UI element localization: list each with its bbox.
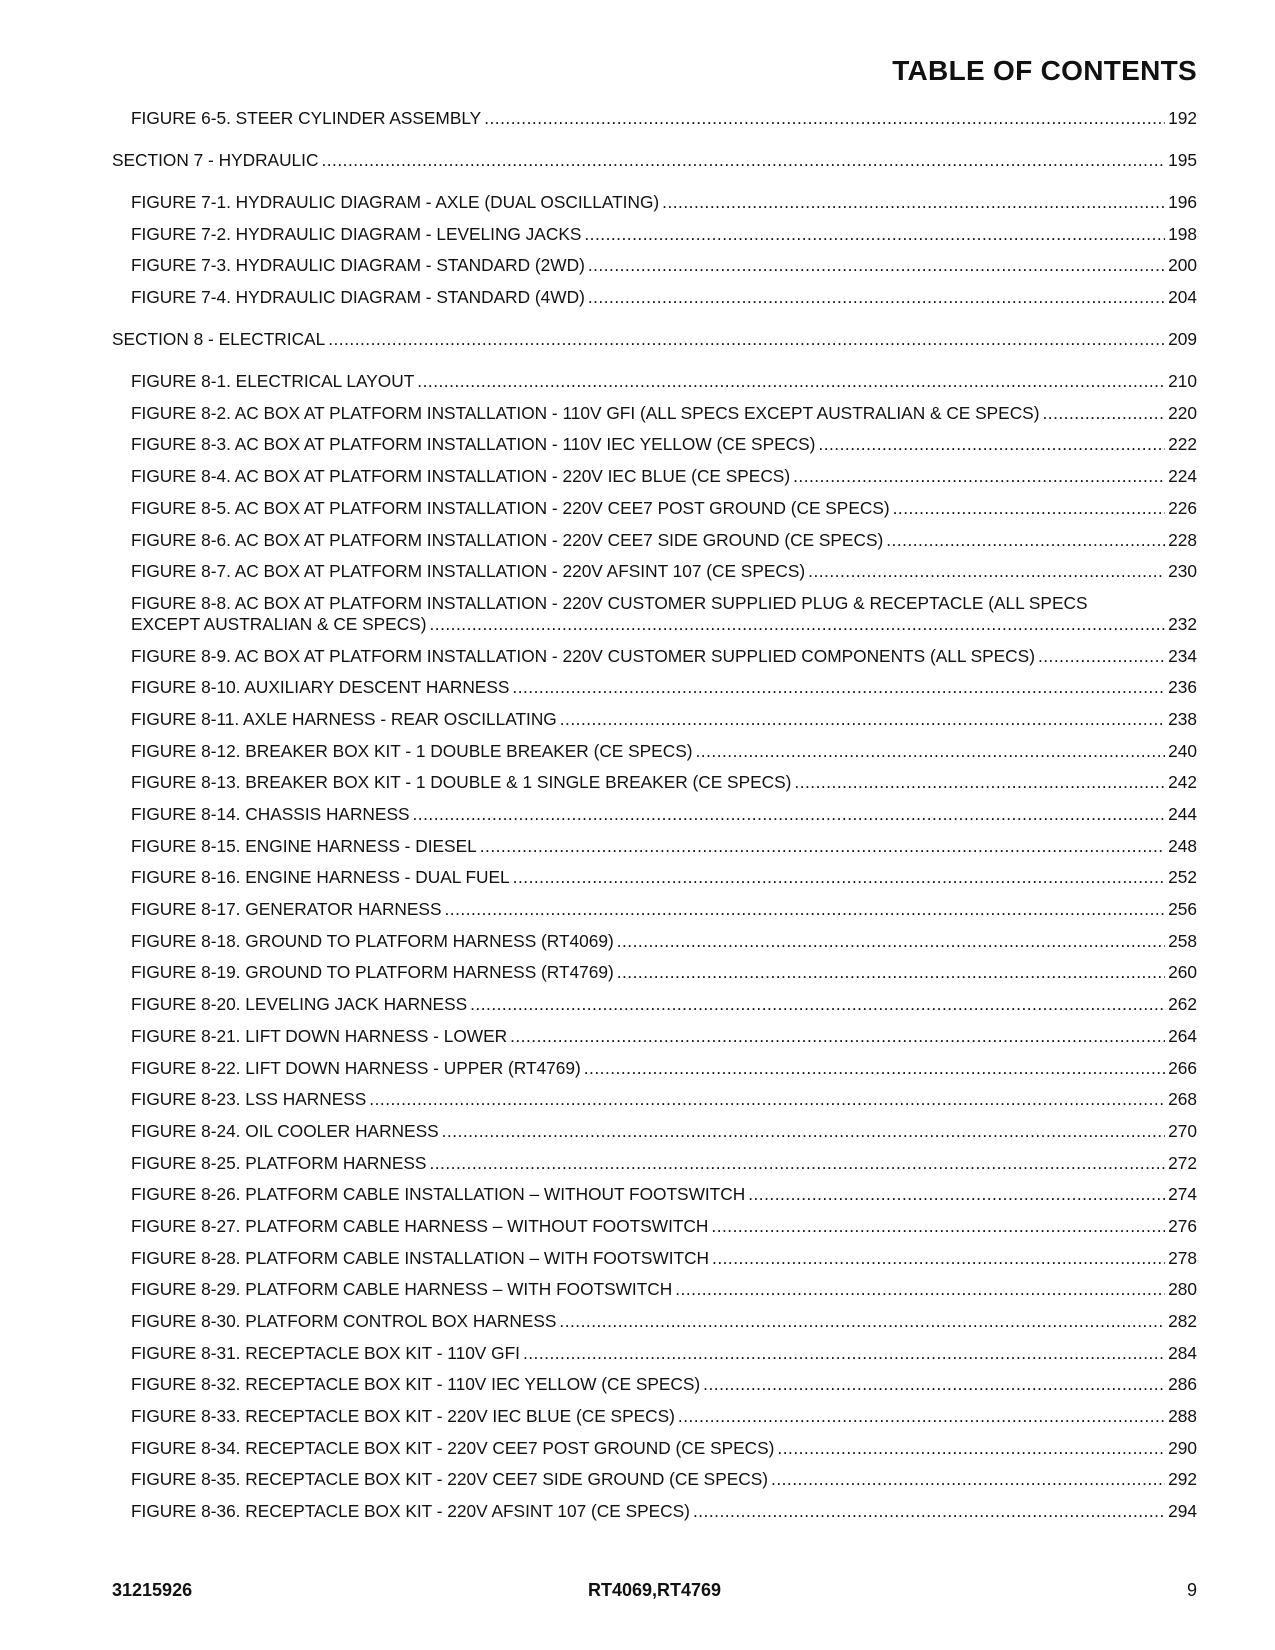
toc-entry-page: 270 xyxy=(1168,1120,1197,1141)
toc-entry[interactable] xyxy=(112,677,1197,698)
toc-entry-label: FIGURE 8-23. LSS HARNESS xyxy=(131,1089,367,1110)
toc-entry-label: FIGURE 6-5. STEER CYLINDER ASSEMBLY xyxy=(131,108,482,128)
toc-entry[interactable] xyxy=(112,593,1197,635)
toc-entry[interactable] xyxy=(112,1121,1197,1142)
toc-entry-page: 280 xyxy=(1168,1279,1197,1300)
toc-entry-page: 222 xyxy=(1168,434,1197,455)
toc-entry[interactable] xyxy=(112,287,1197,308)
toc-entry-label: FIGURE 8-4. AC BOX AT PLATFORM INSTALLATION - 220V IEC BLUE (CE SPECS) xyxy=(131,466,791,487)
dot-leader xyxy=(711,1216,1165,1237)
toc-entry-page: 262 xyxy=(1168,994,1197,1015)
toc-entry[interactable] xyxy=(112,371,1197,392)
toc-entry-label: FIGURE 8-25. PLATFORM HARNESS xyxy=(131,1152,427,1173)
toc-entry-page: 220 xyxy=(1168,402,1197,423)
toc-entry-label: FIGURE 8-16. ENGINE HARNESS - DUAL FUEL xyxy=(131,867,510,888)
dot-leader xyxy=(693,1501,1165,1522)
toc-entry[interactable] xyxy=(112,1406,1197,1427)
toc-entry-label: FIGURE 8-13. BREAKER BOX KIT - 1 DOUBLE & 1 SINGLE BREAKER (CE SPECS) xyxy=(131,772,792,793)
toc-entry[interactable] xyxy=(112,403,1197,424)
toc-entry-page: 226 xyxy=(1168,497,1197,518)
dot-leader xyxy=(584,224,1165,245)
dot-leader xyxy=(510,1026,1165,1047)
toc-entry[interactable] xyxy=(112,1438,1197,1459)
toc-entry[interactable] xyxy=(112,1501,1197,1522)
dot-leader xyxy=(429,614,1165,635)
toc-entry-label: FIGURE 8-7. AC BOX AT PLATFORM INSTALLATION - 220V AFSINT 107 (CE SPECS) xyxy=(131,561,806,582)
dot-leader xyxy=(588,287,1165,308)
dot-leader xyxy=(678,1406,1165,1427)
toc-entry-label: FIGURE 7-2. HYDRAULIC DIAGRAM - LEVELING JACKS xyxy=(131,223,582,244)
toc-entry-label: FIGURE 8-19. GROUND TO PLATFORM HARNESS (RT4769) xyxy=(131,962,614,983)
dot-leader xyxy=(560,709,1165,730)
toc-entry[interactable] xyxy=(112,867,1197,888)
dot-leader xyxy=(321,150,1165,171)
toc-entry[interactable] xyxy=(112,804,1197,825)
toc-entry-page: 234 xyxy=(1168,645,1197,666)
toc-entry[interactable] xyxy=(112,836,1197,857)
dot-leader xyxy=(484,108,1165,129)
dot-leader xyxy=(662,192,1165,213)
toc-entry[interactable] xyxy=(112,1374,1197,1395)
toc-entry-label: FIGURE 8-27. PLATFORM CABLE HARNESS – WITHOUT FOOTSWITCH xyxy=(131,1215,709,1236)
toc-entry-label: FIGURE 8-18. GROUND TO PLATFORM HARNESS (RT4069) xyxy=(131,930,614,951)
toc-entry-page: 258 xyxy=(1168,930,1197,951)
toc-entry[interactable] xyxy=(112,192,1197,213)
toc-entry-label: FIGURE 7-4. HYDRAULIC DIAGRAM - STANDARD (4WD) xyxy=(131,287,585,308)
toc-entry-label: FIGURE 8-9. AC BOX AT PLATFORM INSTALLATION - 220V CUSTOMER SUPPLIED COMPONENTS (ALL SPECS) xyxy=(131,645,1035,666)
toc-entry-page: 276 xyxy=(1168,1215,1197,1236)
dot-leader xyxy=(480,836,1165,857)
toc-entry[interactable] xyxy=(112,466,1197,487)
toc-entry[interactable] xyxy=(112,1184,1197,1205)
toc-entry-page: 242 xyxy=(1168,772,1197,793)
document-number: 31215926 xyxy=(112,1580,193,1600)
toc-entry-page: 248 xyxy=(1168,835,1197,856)
toc-entry-page: 236 xyxy=(1168,677,1197,698)
toc-entry-page: 282 xyxy=(1168,1311,1197,1331)
toc-entry[interactable] xyxy=(112,255,1197,276)
toc-entry-page: 268 xyxy=(1168,1089,1197,1110)
toc-entry-label: FIGURE 8-6. AC BOX AT PLATFORM INSTALLATION - 220V CEE7 SIDE GROUND (CE SPECS) xyxy=(131,529,884,550)
toc-entry[interactable] xyxy=(112,1279,1197,1300)
toc-entry-page: 288 xyxy=(1168,1406,1197,1427)
toc-entry[interactable] xyxy=(112,962,1197,983)
toc-entry[interactable] xyxy=(112,1153,1197,1174)
toc-entry-page: 195 xyxy=(1168,150,1197,170)
toc-entry[interactable] xyxy=(112,646,1197,667)
toc-entry[interactable] xyxy=(112,1026,1197,1047)
page-number: 9 xyxy=(1186,1580,1197,1600)
toc-entry[interactable] xyxy=(112,931,1197,952)
toc-entry-page: 252 xyxy=(1168,867,1197,888)
toc-entry[interactable] xyxy=(112,1469,1197,1490)
toc-entry-label: FIGURE 8-22. LIFT DOWN HARNESS - UPPER (RT4769) xyxy=(131,1057,581,1078)
toc-entry-label: FIGURE 8-8. AC BOX AT PLATFORM INSTALLATION - 220V CUSTOMER SUPPLIED PLUG & RECEPTACLE (ALL SPECS xyxy=(131,592,1088,613)
dot-leader xyxy=(748,1184,1165,1205)
toc-entry-page: 224 xyxy=(1168,466,1197,487)
dot-leader xyxy=(893,498,1166,519)
toc-entry-label: FIGURE 8-35. RECEPTACLE BOX KIT - 220V CEE7 SIDE GROUND (CE SPECS) xyxy=(131,1469,769,1490)
toc-entry-label: FIGURE 8-32. RECEPTACLE BOX KIT - 110V IEC YELLOW (CE SPECS) xyxy=(131,1374,701,1395)
toc-entry-label: FIGURE 8-34. RECEPTACLE BOX KIT - 220V CEE7 POST GROUND (CE SPECS) xyxy=(131,1437,775,1458)
toc-entry-label: FIGURE 8-29. PLATFORM CABLE HARNESS – WITH FOOTSWITCH xyxy=(131,1279,673,1300)
toc-entry[interactable] xyxy=(112,741,1197,762)
toc-entry-label: FIGURE 8-21. LIFT DOWN HARNESS - LOWER xyxy=(131,1025,508,1046)
page-title: TABLE OF CONTENTS xyxy=(892,55,1197,86)
dot-leader xyxy=(584,1058,1165,1079)
toc-entry[interactable] xyxy=(112,434,1197,455)
toc-entry-page: 244 xyxy=(1168,804,1197,824)
dot-leader xyxy=(617,962,1165,983)
toc-entry[interactable] xyxy=(112,224,1197,245)
toc-entry-label: FIGURE 7-3. HYDRAULIC DIAGRAM - STANDARD (2WD) xyxy=(131,255,585,276)
toc-entry-label: FIGURE 8-24. OIL COOLER HARNESS xyxy=(131,1120,439,1141)
toc-entry-page: 290 xyxy=(1168,1437,1197,1458)
dot-leader xyxy=(413,804,1166,825)
toc-entry-page: 198 xyxy=(1168,223,1197,244)
toc-entry[interactable] xyxy=(112,772,1197,793)
toc-entry[interactable] xyxy=(112,530,1197,551)
dot-leader xyxy=(675,1279,1165,1300)
dot-leader xyxy=(523,1343,1165,1364)
toc-entry-label: FIGURE 8-28. PLATFORM CABLE INSTALLATION – WITH FOOTSWITCH xyxy=(131,1247,710,1268)
toc-entry-label: FIGURE 8-20. LEVELING JACK HARNESS xyxy=(131,994,468,1015)
toc-section-entry[interactable] xyxy=(112,150,1197,171)
dot-leader xyxy=(513,867,1165,888)
toc-entry-label: FIGURE 8-15. ENGINE HARNESS - DIESEL xyxy=(131,835,477,856)
toc-entry[interactable] xyxy=(112,899,1197,920)
toc-entry-page: 232 xyxy=(1168,613,1197,634)
dot-leader xyxy=(588,255,1165,276)
toc-entry-page: 272 xyxy=(1168,1152,1197,1173)
dot-leader xyxy=(771,1469,1165,1490)
dot-leader xyxy=(793,466,1165,487)
dot-leader xyxy=(442,1121,1166,1142)
dot-leader xyxy=(429,1153,1165,1174)
toc-entry-page: 256 xyxy=(1168,899,1197,920)
toc-entry[interactable] xyxy=(112,1216,1197,1237)
toc-entry-page: 209 xyxy=(1168,329,1197,350)
toc-entry[interactable] xyxy=(112,709,1197,730)
toc-entry-label: FIGURE 8-11. AXLE HARNESS - REAR OSCILLATING xyxy=(131,708,557,729)
toc-entry-page: 264 xyxy=(1168,1025,1197,1046)
toc-entry-page: 228 xyxy=(1168,529,1197,550)
dot-leader xyxy=(703,1374,1165,1395)
toc-entry-page: 266 xyxy=(1168,1057,1197,1078)
toc-entry-page: 204 xyxy=(1168,287,1197,308)
toc-entry-label: FIGURE 8-17. GENERATOR HARNESS xyxy=(131,899,442,920)
toc-entry-page: 278 xyxy=(1168,1247,1197,1268)
toc-list xyxy=(112,108,1197,1533)
dot-leader xyxy=(777,1438,1165,1459)
toc-entry-label-continued: EXCEPT AUSTRALIAN & CE SPECS) xyxy=(131,613,427,634)
dot-leader xyxy=(417,371,1165,392)
toc-entry-page: 240 xyxy=(1168,740,1197,761)
dot-leader xyxy=(445,899,1166,920)
toc-entry-page: 284 xyxy=(1168,1342,1197,1363)
dot-leader xyxy=(369,1089,1165,1110)
toc-section-entry[interactable] xyxy=(112,329,1197,350)
toc-entry-label: FIGURE 8-5. AC BOX AT PLATFORM INSTALLATION - 220V CEE7 POST GROUND (CE SPECS) xyxy=(131,497,890,518)
toc-entry-page: 230 xyxy=(1168,561,1197,582)
page-footer xyxy=(112,1580,1197,1604)
toc-entry-label: FIGURE 8-33. RECEPTACLE BOX KIT - 220V IEC BLUE (CE SPECS) xyxy=(131,1406,675,1427)
dot-leader xyxy=(559,1311,1165,1332)
dot-leader xyxy=(712,1248,1165,1269)
model-name: RT4069,RT4769 xyxy=(587,1580,722,1600)
dot-leader xyxy=(470,994,1165,1015)
toc-entry-page: 286 xyxy=(1168,1374,1197,1395)
toc-entry-label: FIGURE 8-26. PLATFORM CABLE INSTALLATION – WITHOUT FOOTSWITCH xyxy=(131,1184,746,1205)
toc-entry[interactable] xyxy=(112,1311,1197,1332)
toc-entry[interactable] xyxy=(112,1248,1197,1269)
dot-leader xyxy=(617,931,1165,952)
toc-entry[interactable] xyxy=(112,1343,1197,1364)
dot-leader xyxy=(328,329,1165,350)
dot-leader xyxy=(695,741,1165,762)
toc-entry[interactable] xyxy=(112,108,1197,129)
toc-entry-label: SECTION 8 - ELECTRICAL xyxy=(112,329,326,350)
dot-leader xyxy=(794,772,1165,793)
toc-entry-page: 294 xyxy=(1168,1501,1197,1522)
dot-leader xyxy=(808,561,1165,582)
toc-entry-label: FIGURE 8-14. CHASSIS HARNESS xyxy=(131,804,410,824)
dot-leader xyxy=(886,530,1165,551)
toc-entry-page: 292 xyxy=(1168,1469,1197,1490)
toc-entry-page: 260 xyxy=(1168,962,1197,983)
toc-entry[interactable] xyxy=(112,1058,1197,1079)
toc-entry-page: 200 xyxy=(1168,255,1197,276)
dot-leader xyxy=(512,677,1165,698)
toc-entry-label: FIGURE 8-36. RECEPTACLE BOX KIT - 220V AFSINT 107 (CE SPECS) xyxy=(131,1501,690,1522)
toc-entry[interactable] xyxy=(112,561,1197,582)
toc-entry-label: SECTION 7 - HYDRAULIC xyxy=(112,150,319,170)
toc-entry[interactable] xyxy=(112,498,1197,519)
toc-entry-label: FIGURE 8-10. AUXILIARY DESCENT HARNESS xyxy=(131,677,510,698)
toc-entry-page: 238 xyxy=(1168,708,1197,729)
toc-entry-label: FIGURE 8-1. ELECTRICAL LAYOUT xyxy=(131,371,415,392)
toc-entry-label: FIGURE 8-31. RECEPTACLE BOX KIT - 110V GFI xyxy=(131,1342,520,1363)
dot-leader xyxy=(818,434,1165,455)
toc-entry-page: 274 xyxy=(1168,1184,1197,1205)
toc-entry-label: FIGURE 8-2. AC BOX AT PLATFORM INSTALLATION - 110V GFI (ALL SPECS EXCEPT AUSTRALIAN & CE SPECS) xyxy=(131,402,1040,423)
toc-entry-label: FIGURE 8-3. AC BOX AT PLATFORM INSTALLATION - 110V IEC YELLOW (CE SPECS) xyxy=(131,434,816,455)
dot-leader xyxy=(1038,646,1165,667)
toc-entry-label: FIGURE 8-12. BREAKER BOX KIT - 1 DOUBLE BREAKER (CE SPECS) xyxy=(131,740,693,761)
toc-entry[interactable] xyxy=(112,1089,1197,1110)
toc-entry-label: FIGURE 8-30. PLATFORM CONTROL BOX HARNESS xyxy=(131,1311,557,1331)
toc-entry-label: FIGURE 7-1. HYDRAULIC DIAGRAM - AXLE (DUAL OSCILLATING) xyxy=(131,192,660,212)
dot-leader xyxy=(1042,403,1165,424)
toc-entry[interactable] xyxy=(112,994,1197,1015)
toc-entry-page: 210 xyxy=(1168,371,1197,392)
toc-entry-page: 192 xyxy=(1168,108,1197,128)
toc-entry-page: 196 xyxy=(1168,192,1197,212)
